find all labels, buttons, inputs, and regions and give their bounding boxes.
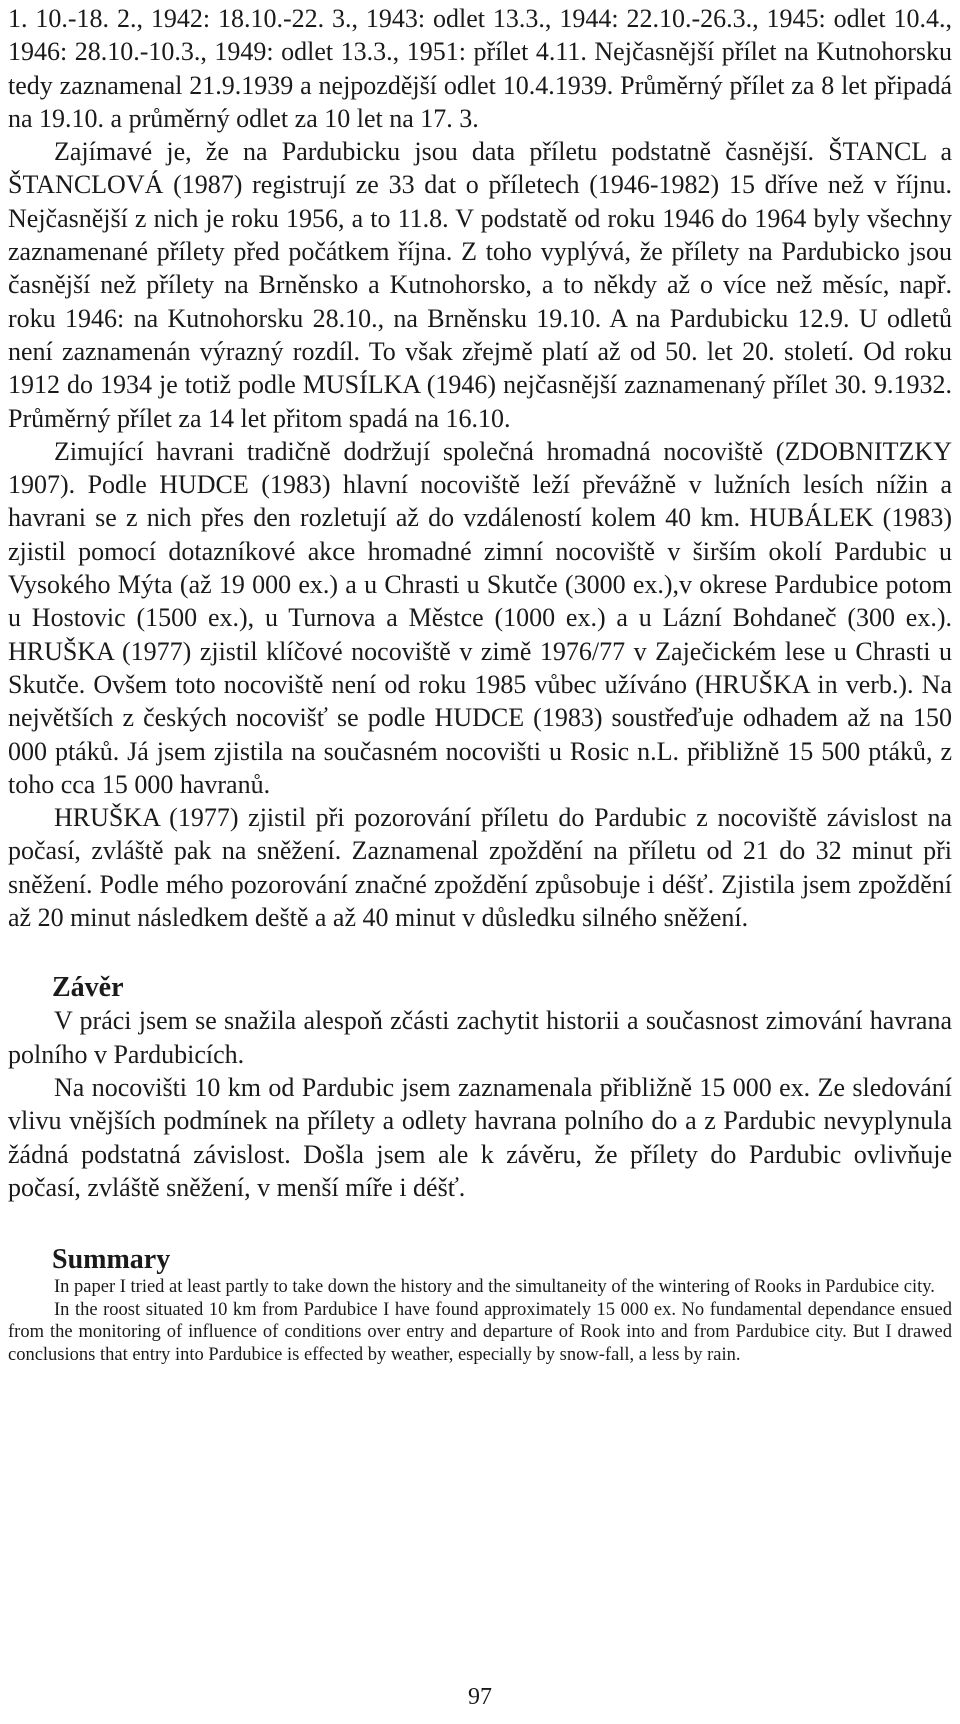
paragraph-pardubice-arrivals: Zajímavé je, že na Pardubicku jsou data příletu podstatně časnější. ŠTANCL a ŠTANCLOVÁ (1987) registrují ze 33 dat o příletech (1946-1982) 15 dříve než v říjnu. Nejčasnější z nich je roku 1956, a to 11.8. V podstatě od roku 1946 do 1964 byly všechny zaznamenané přílety před počátkem října. Z toho vyplývá, že přílety na Pardubicko jsou časnější než přílety na Brněnsko a Kutnohorsko, a to někdy až o více než měsíc, např. roku 1946: na Kutnohorsku 28.10., na Brněnsku 19.10. A na Pardubicku 12.9. U odletů není zaznamenán výrazný rozdíl. To však zřejmě platí až od 50. let 20. století. Od roku 1912 do 1934 je totiž podle MUSÍLKA (1946) nejčasnější zaznamenaný přílet 30. 9.1932. Průměrný přílet za 14 let přitom spadá na 16.10. bbox=[8, 137, 952, 433]
paragraph-zaver-1: V práci jsem se snažila alespoň zčásti zachytit historii a současnost zimování havrana polního v Pardubicích. bbox=[8, 1006, 952, 1069]
paragraph-weather: HRUŠKA (1977) zjistil při pozorování příletu do Pardubic z nocoviště závislost na počasí, zvláště pak na sněžení. Zaznamenal zpoždění na příletu od 21 do 32 minut při sněžení. Podle mého pozorování značné zpoždění způsobuje i déšť. Zjistila jsem zpoždění až 20 minut následkem deště a až 40 minut v důsledku silného sněžení. bbox=[8, 803, 952, 933]
paragraph-summary-2: In the roost situated 10 km from Pardubice I have found approximately 15 000 ex. No fundamental dependance ensued from the monitoring of influence of conditions over entry and departure of Rook into and from Pardubice city. But I drawed conclusions that entry into Pardubice is effected by weather, especially by snow-fall, a less by rain. bbox=[8, 1299, 952, 1365]
paragraph-zaver-2: Na nocovišti 10 km od Pardubic jsem zaznamenala přibližně 15 000 ex. Ze sledování vlivu vnějších podmínek na přílety a odlety havrana polního do a z Pardubic nevyplynula žádná podstatná závislost. Došla jsem ale k závěru, že přílety do Pardubic ovlivňuje počasí, zvláště sněžení, v menší míře i déšť. bbox=[8, 1072, 952, 1202]
paragraph-roosts: Zimující havrani tradičně dodržují společná hromadná nocoviště (ZDOBNITZKY 1907). Podle HUDCE (1983) hlavní nocoviště leží převážně v lužních lesích nížin a havrani se z nich přes den rozletují až do vzdáleností kolem 40 km. HUBÁLEK (1983) zjistil pomocí dotazníkové akce hromadné zimní nocoviště v širším okolí Pardubic u Vysokého Mýta (až 19 000 ex.) a u Chrasti u Skutče (3000 ex.),v okrese Pardubice potom u Hostovic (1500 ex.), u Turnova a Městce (1000 ex.) a u Lázní Bohdaneč (300 ex.). HRUŠKA (1977) zjistil klíčové nocoviště v zimě 1976/77 v Zaječickém lese u Chrasti u Skutče. Ovšem toto nocoviště není od roku 1985 vůbec užíváno (HRUŠKA in verb.). Na největších z českých nocovišť se podle HUDCE (1983) soustřeďuje odhadem až na 150 000 ptáků. Já jsem zjistila na současném nocovišti u Rosic n.L. přibližně 15 500 ptáků, z toho cca 15 000 havranů. bbox=[8, 436, 952, 799]
document-page bbox=[8, 0, 952, 1710]
section-heading-zaver: Závěr bbox=[52, 972, 124, 1004]
section-heading-summary: Summary bbox=[52, 1244, 171, 1276]
page-number: 97 bbox=[468, 1684, 492, 1710]
paragraph-summary-1: In paper I tried at least partly to take down the history and the simultaneity of the wintering of Rooks in Pardubice city. bbox=[54, 1277, 935, 1298]
paragraph-arrival-dates: 1. 10.-18. 2., 1942: 18.10.-22. 3., 1943: odlet 13.3., 1944: 22.10.-26.3., 1945: odlet 10.4., 1946: 28.10.-10.3., 1949: odlet 13.3., 1951: přílet 4.11. Nejčasnější přílet na Kutnohorsku tedy zaznamenal 21.9.1939 a nejpozdější odlet 10.4.1939. Průměrný přílet za 8 let připadá na 19.10. a průměrný odlet za 10 let na 17. 3. bbox=[8, 4, 952, 133]
